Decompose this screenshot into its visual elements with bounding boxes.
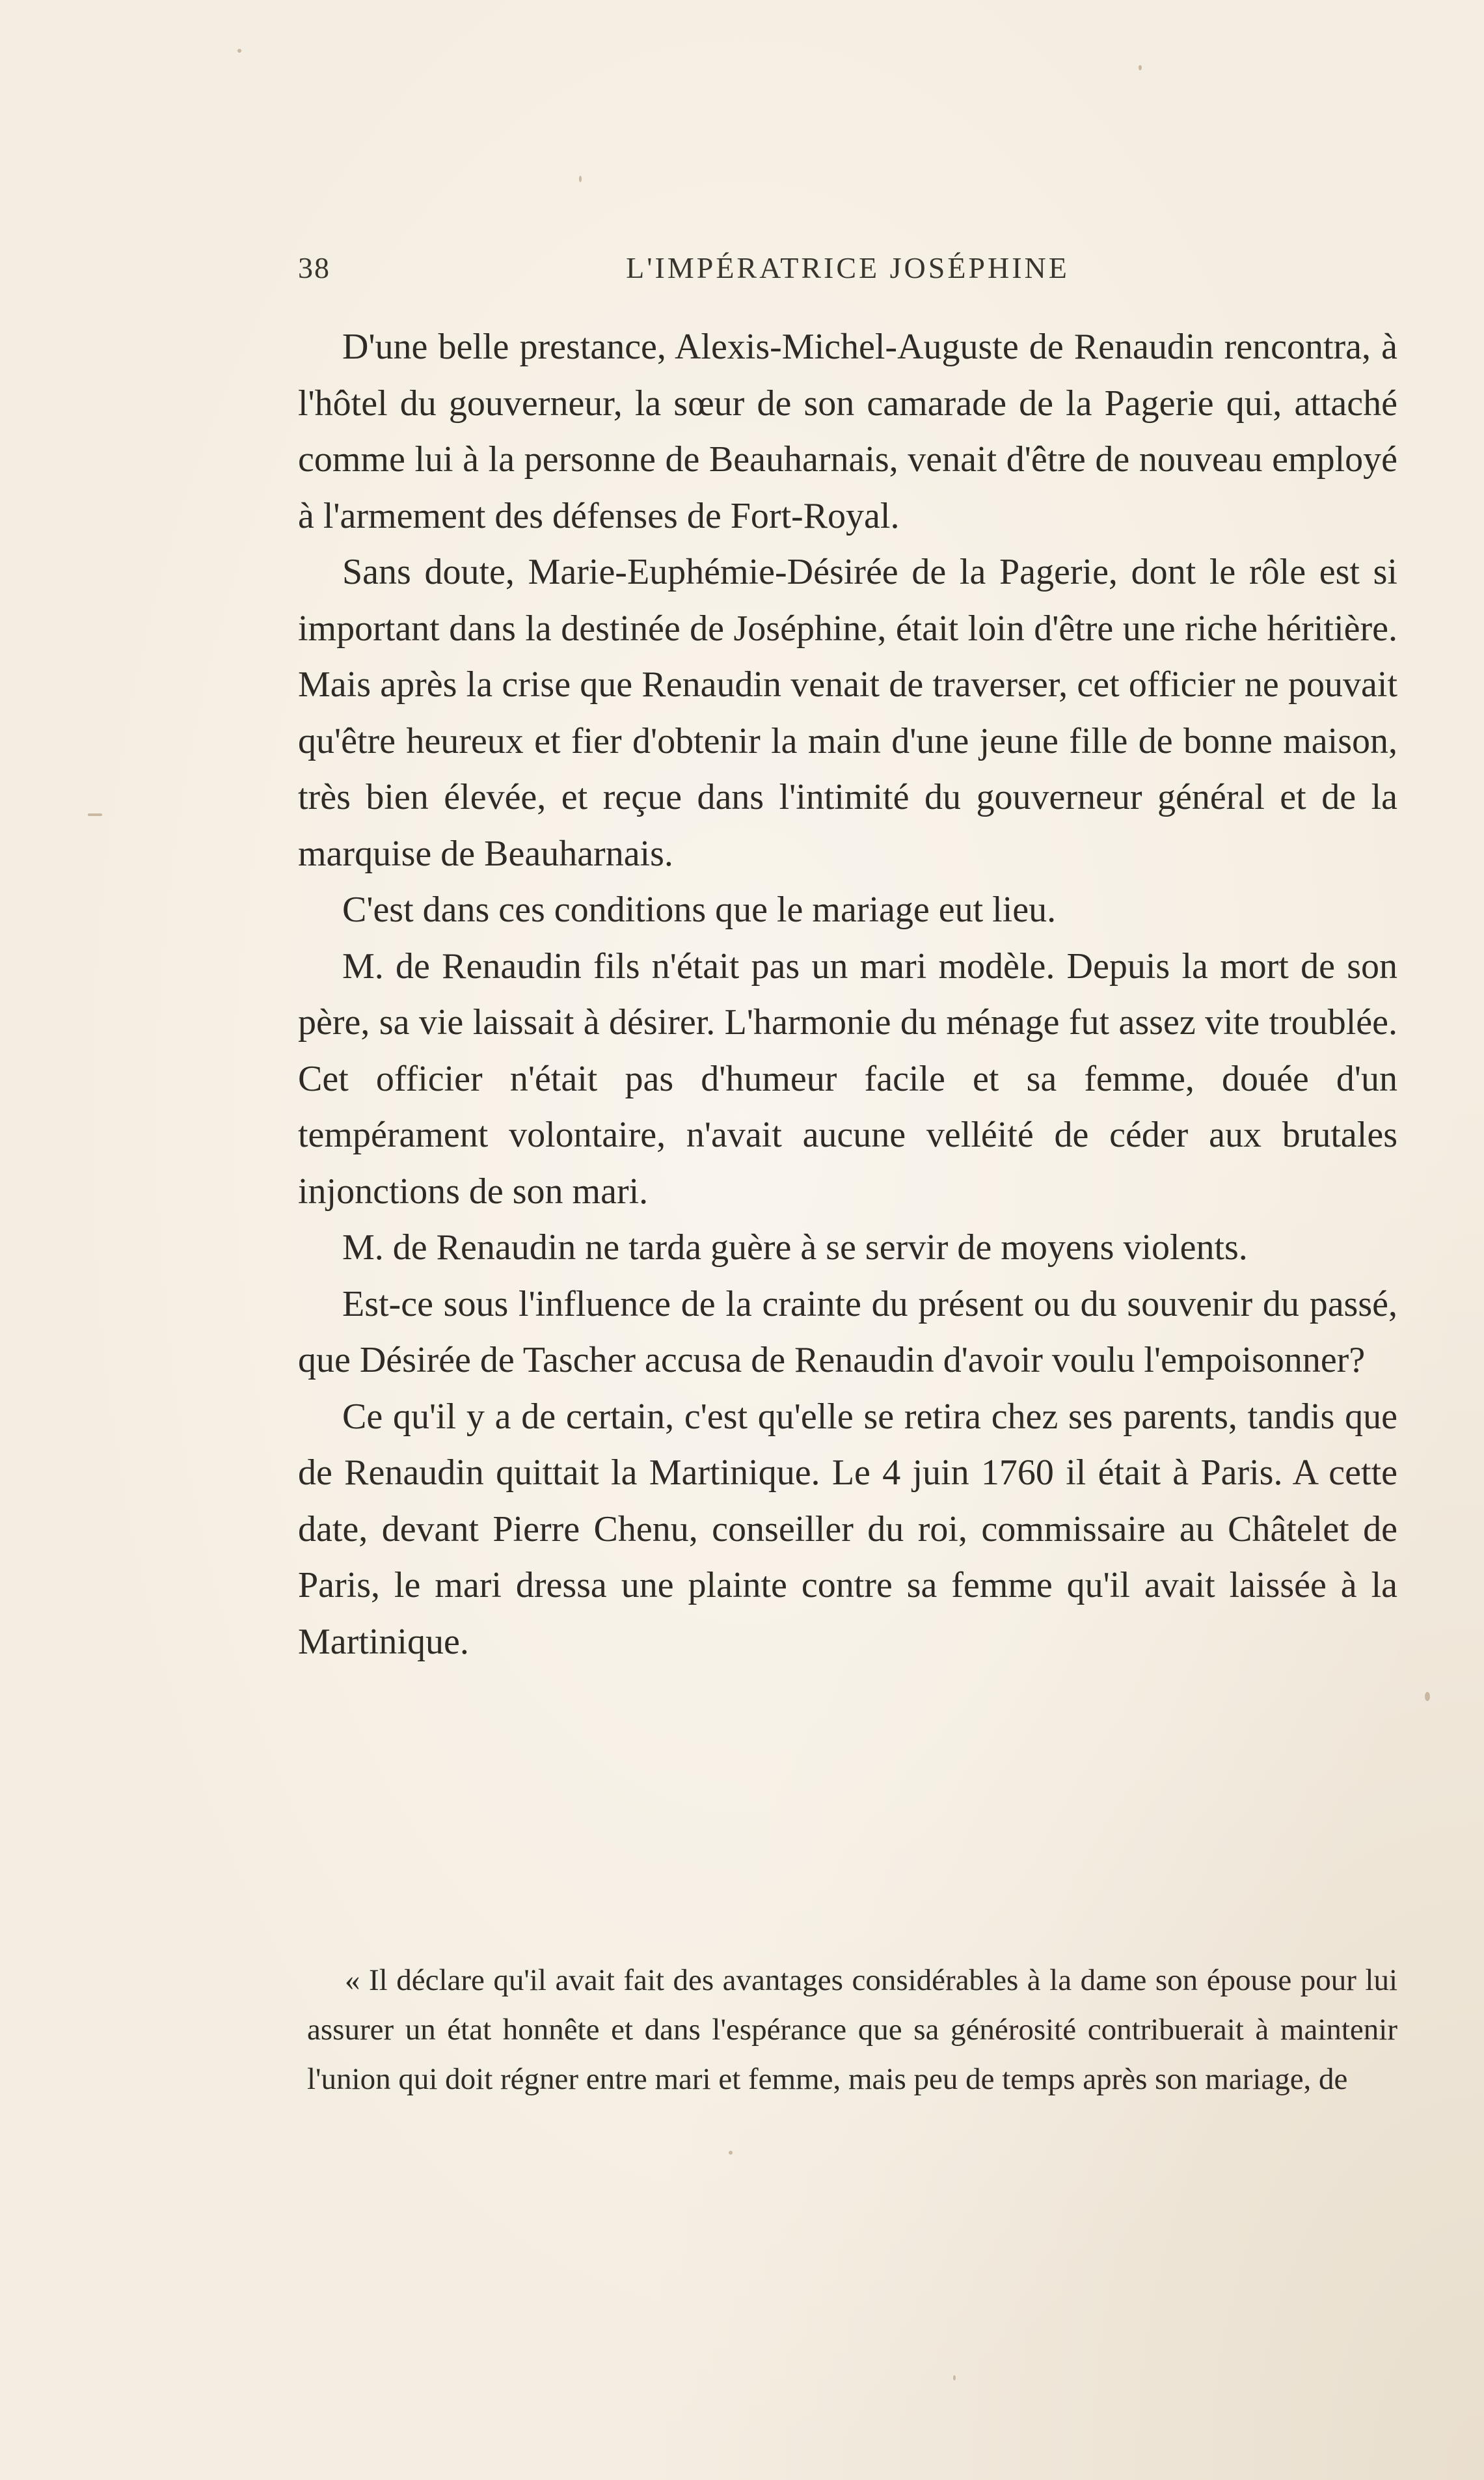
quote-text: « Il déclare qu'il avait fait des avantages considérables à la dame son épouse pour lui assurer un état honnête et dans l'espérance que sa générosité contribuerait à maintenir l'union qui doit régner entre mari et femme, mais peu de temps après son mariage, de [307, 1963, 1397, 2096]
paper-speck [579, 176, 582, 182]
page-number: 38 [298, 251, 331, 284]
paper-speck [953, 2375, 956, 2380]
paragraph: M. de Renaudin ne tarda guère à se servir de moyens violents. [342, 1227, 1248, 1268]
paper-speck [237, 49, 241, 53]
running-title: L'IMPÉRATRICE JOSÉPHINE [626, 251, 1070, 284]
running-head [298, 251, 1397, 303]
paper-speck [1139, 65, 1142, 70]
paragraph: D'une belle prestance, Alexis-Michel-Auguste de Renaudin rencontra, à l'hôtel du gouverneur, la sœur de son camarade de la Pagerie qui, attaché comme lui à la personne de Beauharnais, venait d'être de nouveau employé à l'armement des défenses de Fort-Royal. [298, 327, 1397, 536]
paper-speck [729, 2151, 733, 2155]
paper-speck [88, 813, 102, 816]
paragraph: Ce qu'il y a de certain, c'est qu'elle se retira chez ses parents, tandis que de Renaudin quittait la Martinique. Le 4 juin 1760 il était à Paris. A cette date, devant Pierre Chenu, conseiller du roi, commissaire au Châtelet de Paris, le mari dressa une plainte contre sa femme qu'il avait laissée à la Martinique. [298, 1396, 1397, 1662]
quoted-passage [307, 1955, 1397, 2104]
paragraph: C'est dans ces conditions que le mariage eut lieu. [342, 890, 1057, 930]
body-text [298, 319, 1397, 1670]
paragraph: Est-ce sous l'influence de la crainte du présent ou du souvenir du passé, que Désirée de Tascher accusa de Renaudin d'avoir voulu l'empoisonner? [298, 1283, 1397, 1380]
paragraph: M. de Renaudin fils n'était pas un mari modèle. Depuis la mort de son père, sa vie laissait à désirer. L'harmonie du ménage fut assez vite troublée. Cet officier n'était pas d'humeur facile et sa femme, douée d'un tempérament volontaire, n'avait aucune velléité de céder aux brutales injonctions de son mari. [298, 946, 1397, 1212]
paper-speck [1425, 1692, 1430, 1701]
paragraph: Sans doute, Marie-Euphémie-Désirée de la Pagerie, dont le rôle est si important dans la destinée de Joséphine, était loin d'être une riche héritière. Mais après la crise que Renaudin venait de traverser, cet officier ne pouvait qu'être heureux et fier d'obtenir la main d'une jeune fille de bonne maison, très bien élevée, et reçue dans l'intimité du gouverneur général et de la marquise de Beauharnais. [298, 552, 1397, 874]
